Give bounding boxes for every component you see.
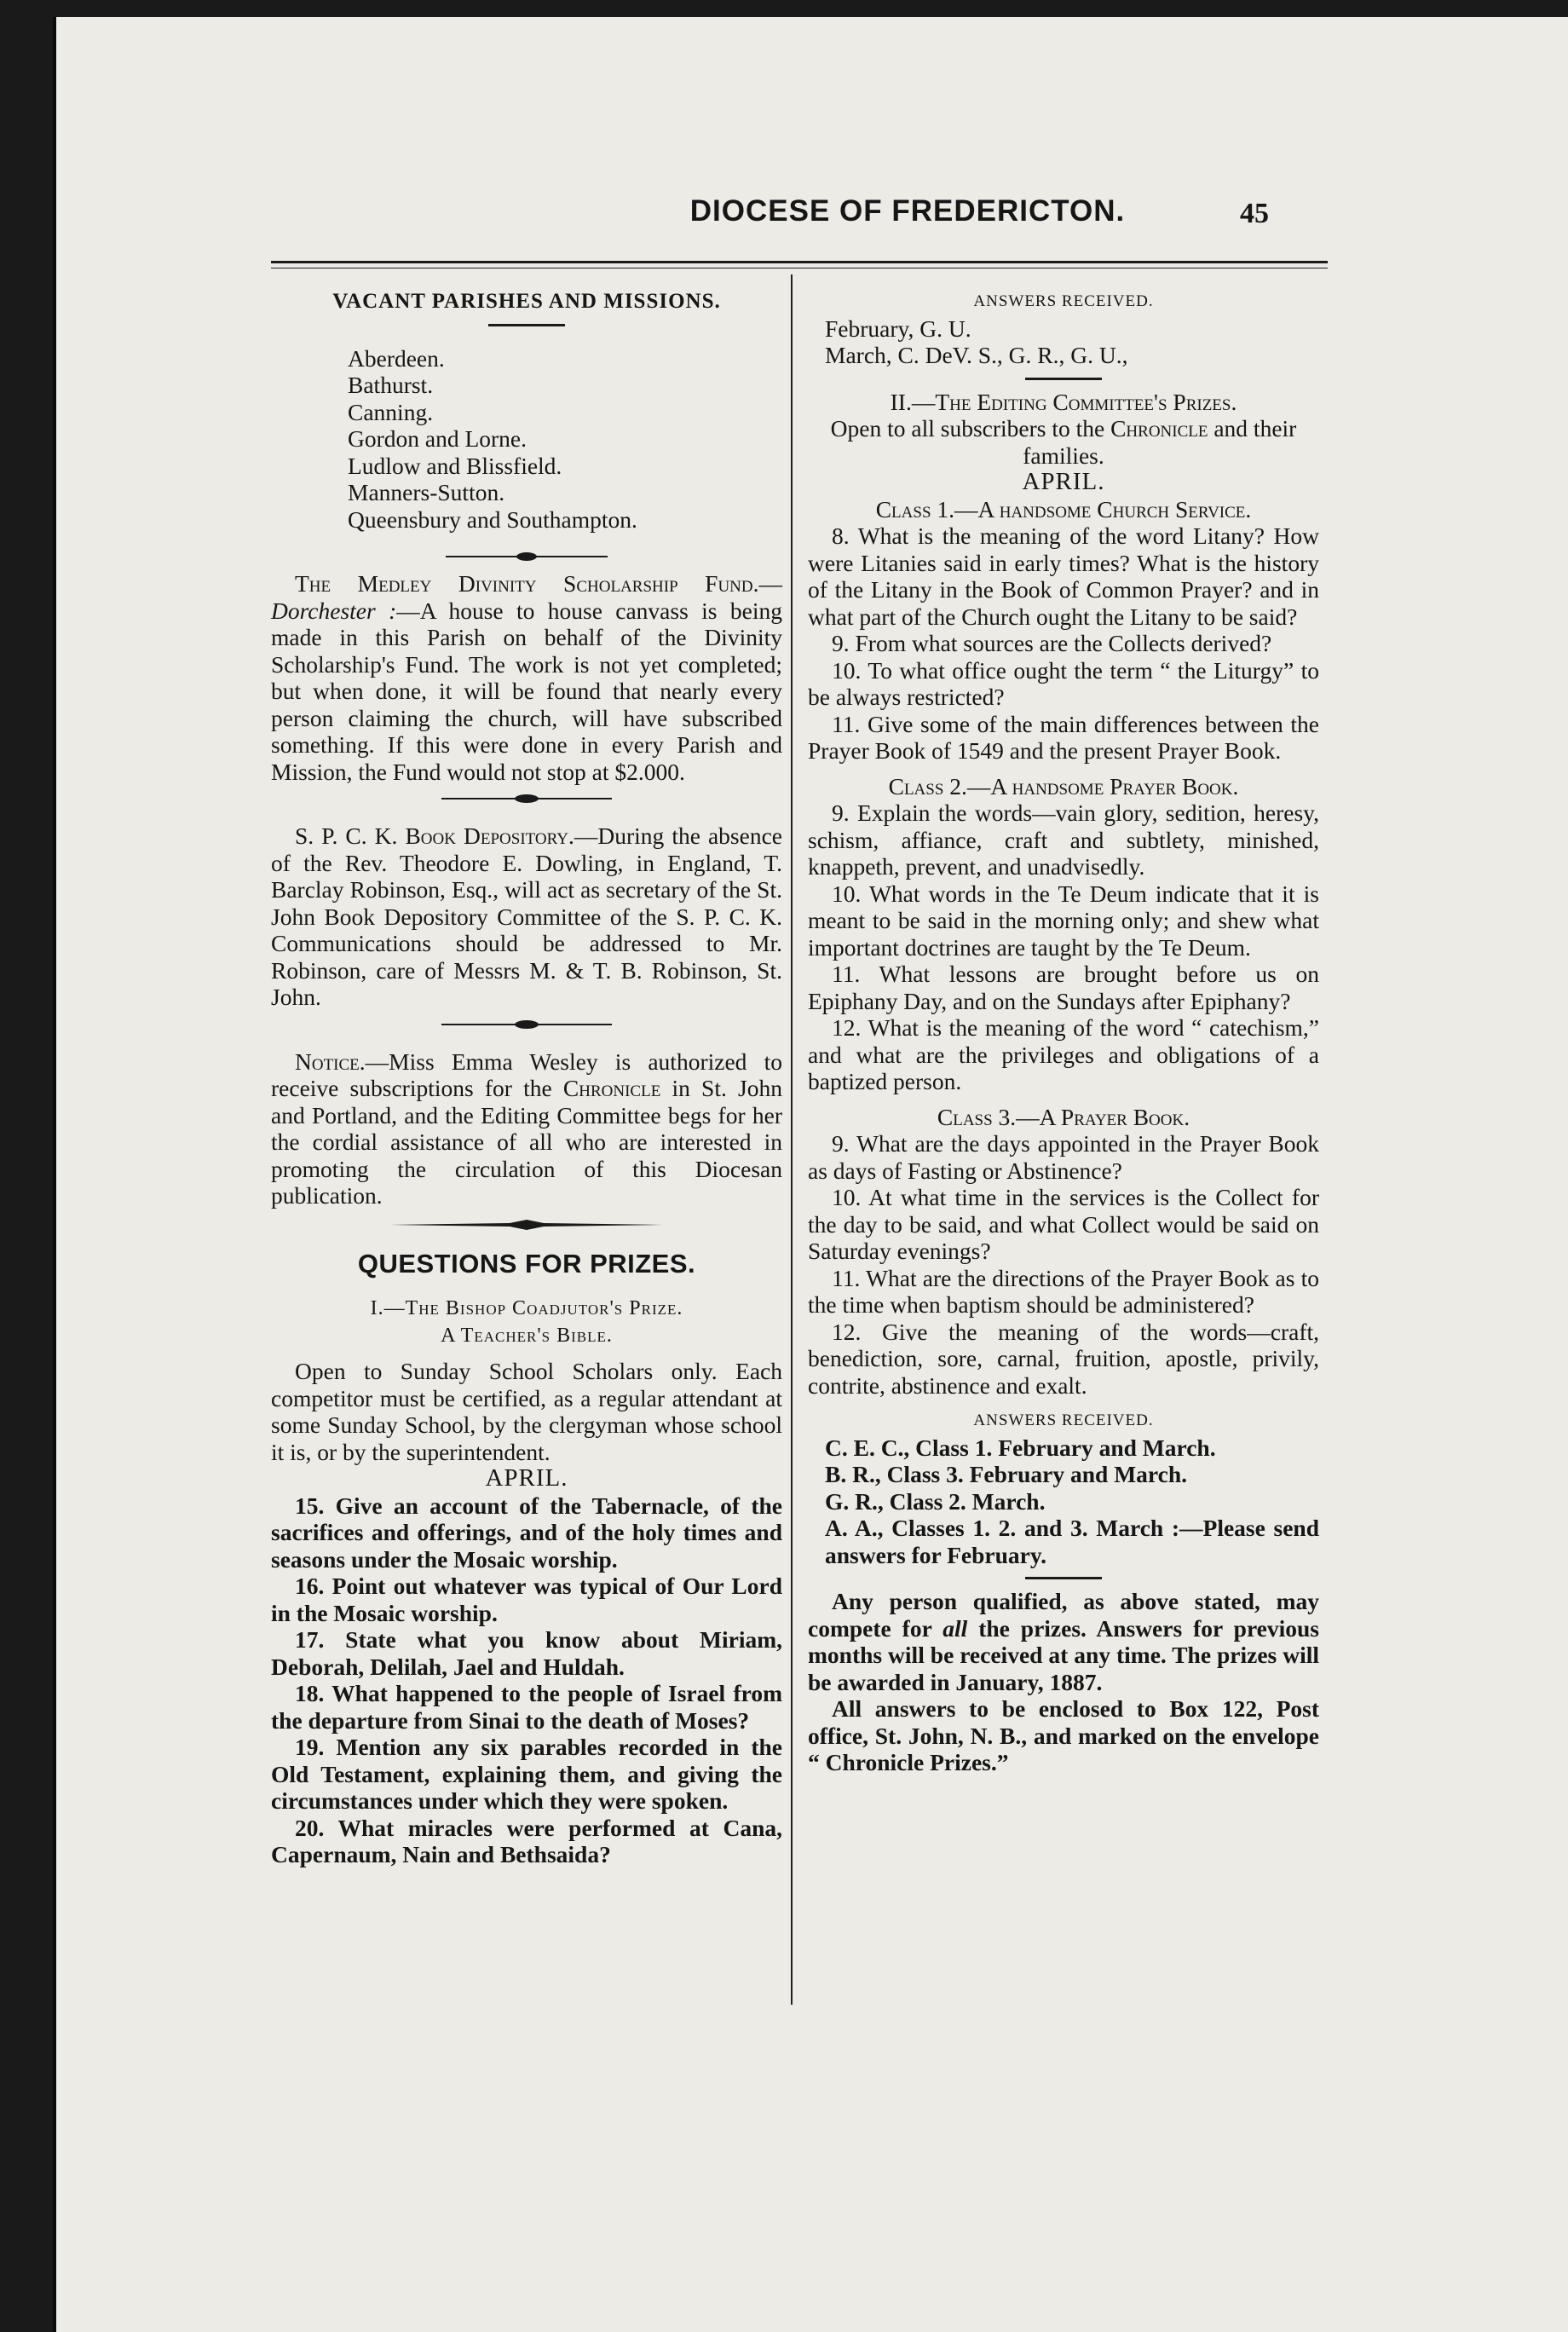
question: 15. Give an account of the Tabernacle, of the sacrifices and offerings, and of the holy times and seasons under the Mosaic worship. bbox=[271, 1492, 782, 1573]
question: 9. Explain the words—vain glory, sedition, heresy, schism, affiance, craft and subtlety, minished, knappeth, prevent, and unadvisedly. bbox=[808, 799, 1319, 880]
question: 12. What is the meaning of the word “ catechism,” and what are the privileges and obligations of a baptized person. bbox=[808, 1014, 1319, 1094]
answer-line: B. R., Class 3. February and March. bbox=[825, 1461, 1187, 1487]
header-rule bbox=[271, 261, 1328, 263]
answer-line: February, G. U. bbox=[825, 315, 971, 342]
right-column bbox=[808, 288, 1319, 1776]
questions-heading: QUESTIONS FOR PRIZES. bbox=[357, 1248, 696, 1279]
answers-bottom bbox=[808, 1434, 1319, 1569]
question: 10. At what time in the services is the Collect for the day to be said, and what Collect would be said on Saturday evenings? bbox=[808, 1184, 1319, 1264]
spck-lead: S. P. C. K. Book Depository. bbox=[295, 823, 574, 849]
answer-line: G. R., Class 2. March. bbox=[825, 1487, 1046, 1515]
ornament-divider-large bbox=[271, 1218, 782, 1232]
question: 8. What is the meaning of the word Litany? How were Litanies said in early times? What is the history of the Litany in the Book of Common Prayer? and in what part of the Church ought the Litany to be said? bbox=[808, 522, 1319, 630]
list-item: Aberdeen. bbox=[348, 344, 445, 372]
vacant-parishes-list bbox=[271, 345, 782, 534]
class1-heading: Class 1.—A handsome Church Service. bbox=[875, 495, 1252, 522]
question: 20. What miracles were performed at Cana, Capernaum, Nain and Bethsaida? bbox=[271, 1814, 782, 1867]
list-item: Canning. bbox=[348, 398, 434, 425]
closing-paragraph bbox=[808, 1588, 1319, 1695]
medley-fund-lead: The Medley Divinity Scholarship Fund.— bbox=[295, 570, 782, 597]
bishop-questions bbox=[271, 1492, 782, 1868]
bishop-prize-intro: Open to Sunday School Scholars only. Each competitor must be certified, as a regular attendant at some Sunday School, by the clergyman whose school it is, or by the superintendent. bbox=[271, 1358, 782, 1465]
ornament-divider bbox=[271, 1019, 782, 1030]
question: 9. What are the days appointed in the Prayer Book as days of Fasting or Abstinence? bbox=[808, 1130, 1319, 1184]
question: 17. State what you know about Miriam, Deborah, Delilah, Jael and Huldah. bbox=[271, 1626, 782, 1680]
medley-fund-text: —A house to house canvass is being made in this Parish on behalf of the Divinity Scholarship's Fund. The work is not yet completed; but when done, it will be found that nearly every person claiming the church, will have subscribed something. If this were done in every Parish and Mission, the Fund would not stop at $2.000. bbox=[271, 597, 782, 785]
notice-lead: Notice. bbox=[295, 1048, 366, 1075]
editing-prize-intro bbox=[808, 415, 1319, 469]
medley-fund-place: Dorchester : bbox=[271, 597, 397, 624]
bishop-prize-heading: I.—The Bishop Coadjutor's Prize. bbox=[370, 1297, 683, 1319]
list-item: Gordon and Lorne. bbox=[348, 425, 527, 452]
month-heading: APRIL. bbox=[485, 1464, 568, 1492]
notice-text-cont: in St. John and Portland, and the Editing Committee begs for her the cordial assistance of all who are interested in promoting the circulation of this Diocesan publication. bbox=[271, 1075, 782, 1209]
chronicle-name: Chronicle bbox=[1110, 415, 1208, 442]
question: 16. Point out whatever was typical of Our Lord in the Mosaic worship. bbox=[271, 1573, 782, 1626]
ornament-divider bbox=[271, 551, 782, 562]
notice-paragraph bbox=[271, 1048, 782, 1209]
question: 11. Give some of the main differences between the Prayer Book of 1549 and the present Prayer Book. bbox=[808, 710, 1319, 764]
answers-heading: ANSWERS RECEIVED. bbox=[973, 292, 1154, 310]
question: 9. From what sources are the Collects derived? bbox=[832, 630, 1272, 656]
closing-text-cont: the prizes. Answers for previous months will be received at any time. The prizes will be awarded in January, 1887. bbox=[808, 1614, 1319, 1695]
question: 11. What lessons are brought before us on Epiphany Day, and on the Sundays after Epiphany? bbox=[808, 961, 1319, 1014]
answer-line: C. E. C., Class 1. February and March. bbox=[825, 1434, 1216, 1461]
spck-text: —During the absence of the Rev. Theodore E. Dowling, in England, T. Barclay Robinson, Esq., will act as secretary of the St. John Book Depository Committee of the S. P. C. K. Communications should be addressed to Mr. Robinson, care of Messrs M. & T. B. Robinson, St. John. bbox=[271, 823, 782, 1010]
left-column bbox=[271, 288, 782, 1868]
answer-line: March, C. DeV. S., G. R., G. U., bbox=[825, 342, 1128, 368]
list-item: Manners-Sutton. bbox=[348, 479, 505, 505]
answer-line: A. A., Classes 1. 2. and 3. March :—Please send answers for February. bbox=[825, 1515, 1319, 1568]
page-number: 45 bbox=[1240, 198, 1269, 229]
chronicle-name: Chronicle bbox=[562, 1075, 661, 1101]
list-item: Bathurst. bbox=[348, 372, 434, 398]
answers-top bbox=[808, 315, 1319, 369]
medley-fund-paragraph bbox=[271, 570, 782, 785]
class2-heading: Class 2.—A handsome Prayer Book. bbox=[888, 772, 1239, 799]
answers-heading-2: ANSWERS RECEIVED. bbox=[973, 1411, 1154, 1429]
ornament-divider bbox=[271, 794, 782, 804]
closing-notes bbox=[808, 1588, 1319, 1776]
question: 19. Mention any six parables recorded in the Old Testament, explaining them, and giving the circumstances under which they were spoken. bbox=[271, 1734, 782, 1814]
question: 10. To what office ought the term “ the Liturgy” to be always restricted? bbox=[808, 656, 1319, 710]
question: 18. What happened to the people of Israel from the departure from Sinai to the death of Moses? bbox=[271, 1680, 782, 1734]
teachers-bible-heading: A Teacher's Bible. bbox=[441, 1324, 613, 1347]
closing-emphasis: all bbox=[943, 1614, 968, 1642]
editing-prize-heading: II.—The Editing Committee's Prizes. bbox=[890, 388, 1237, 415]
closing-paragraph-2: All answers to be enclosed to Box 122, Post office, St. John, N. B., and marked on the envelope “ Chronicle Prizes.” bbox=[808, 1695, 1319, 1775]
question: 12. Give the meaning of the words—craft, benediction, sore, carnal, fruition, apostle, privily, contrite, abstinence and exalt. bbox=[808, 1318, 1319, 1399]
month-heading: APRIL. bbox=[1022, 468, 1105, 495]
column-divider bbox=[791, 274, 793, 2005]
notice-text: —Miss Emma Wesley is authorized to receive subscriptions for the bbox=[271, 1048, 782, 1101]
editing-intro-text: Open to all subscribers to the bbox=[830, 415, 1111, 442]
question: 10. What words in the Te Deum indicate that it is meant to be said in the morning only; and shew what important doctrines are taught by the Te Deum. bbox=[808, 880, 1319, 961]
closing-text: Any person qualified, as above stated, may compete for bbox=[808, 1588, 1319, 1642]
page-title: DIOCESE OF FREDERICTON. bbox=[689, 194, 1126, 228]
list-item: Queensbury and Southampton. bbox=[348, 505, 637, 533]
list-item: Ludlow and Blissfield. bbox=[348, 452, 562, 479]
editing-intro-text-cont: and their families. bbox=[1023, 415, 1297, 469]
vacant-parishes-heading: VACANT PARISHES AND MISSIONS. bbox=[332, 290, 721, 313]
class3-heading: Class 3.—A Prayer Book. bbox=[937, 1103, 1190, 1130]
spck-paragraph bbox=[271, 823, 782, 1011]
question: 11. What are the directions of the Prayer Book as to the time when baptism should be administered? bbox=[808, 1264, 1319, 1318]
